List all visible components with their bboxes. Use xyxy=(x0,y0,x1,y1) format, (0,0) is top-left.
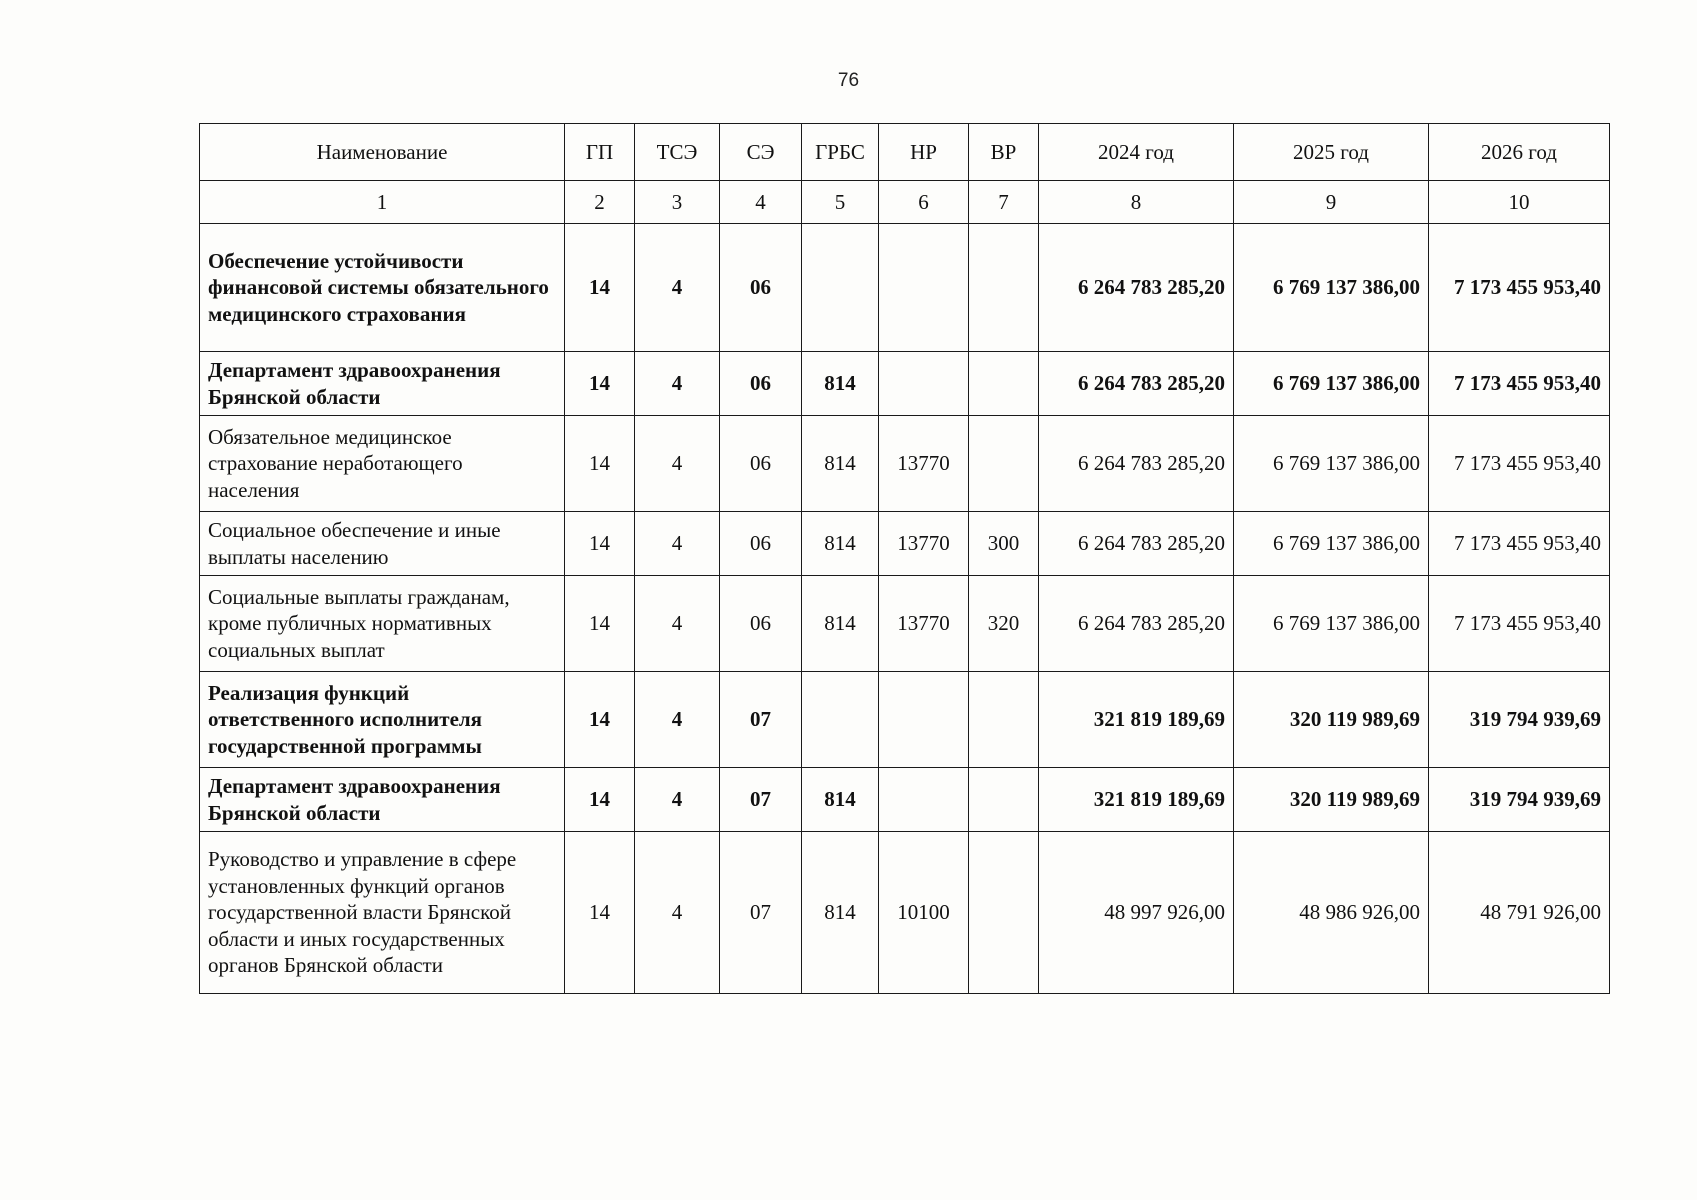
column-number-cell: 1 xyxy=(200,181,565,224)
amount-2026-cell: 319 794 939,69 xyxy=(1429,768,1610,832)
tse-cell: 4 xyxy=(635,768,720,832)
amount-2026-cell: 319 794 939,69 xyxy=(1429,672,1610,768)
column-number-cell: 3 xyxy=(635,181,720,224)
row-name-cell: Руководство и управление в сфере установленных функций органов государственной власти Брянской области и иных государственных органов Брянской области xyxy=(200,832,565,994)
amount-2025-cell: 320 119 989,69 xyxy=(1234,768,1429,832)
amount-2025-cell: 320 119 989,69 xyxy=(1234,672,1429,768)
column-number-cell: 5 xyxy=(802,181,879,224)
column-number-row xyxy=(200,181,1610,224)
tse-cell: 4 xyxy=(635,672,720,768)
vr-cell: 320 xyxy=(969,576,1039,672)
gp-cell: 14 xyxy=(565,576,635,672)
column-number-cell: 4 xyxy=(720,181,802,224)
nr-cell xyxy=(879,768,969,832)
amount-2026-cell: 7 173 455 953,40 xyxy=(1429,576,1610,672)
amount-2026-cell: 7 173 455 953,40 xyxy=(1429,224,1610,352)
vr-cell xyxy=(969,224,1039,352)
row-name-cell: Реализация функций ответственного исполнителя государственной программы xyxy=(200,672,565,768)
header-cell: НР xyxy=(879,124,969,181)
column-number-cell: 2 xyxy=(565,181,635,224)
gp-cell: 14 xyxy=(565,768,635,832)
column-number-cell: 7 xyxy=(969,181,1039,224)
grbs-cell xyxy=(802,672,879,768)
column-number-cell: 9 xyxy=(1234,181,1429,224)
grbs-cell: 814 xyxy=(802,416,879,512)
row-name-cell: Обеспечение устойчивости финансовой системы обязательного медицинского страхования xyxy=(200,224,565,352)
table-row xyxy=(200,224,1610,352)
se-cell: 06 xyxy=(720,512,802,576)
se-cell: 06 xyxy=(720,224,802,352)
table-row xyxy=(200,416,1610,512)
vr-cell xyxy=(969,832,1039,994)
amount-2026-cell: 48 791 926,00 xyxy=(1429,832,1610,994)
row-name-cell: Социальное обеспечение и иные выплаты населению xyxy=(200,512,565,576)
header-cell: ТСЭ xyxy=(635,124,720,181)
amount-2025-cell: 6 769 137 386,00 xyxy=(1234,512,1429,576)
se-cell: 06 xyxy=(720,416,802,512)
amount-2026-cell: 7 173 455 953,40 xyxy=(1429,416,1610,512)
header-cell: ГП xyxy=(565,124,635,181)
se-cell: 07 xyxy=(720,768,802,832)
se-cell: 06 xyxy=(720,352,802,416)
amount-2024-cell: 321 819 189,69 xyxy=(1039,768,1234,832)
vr-cell: 300 xyxy=(969,512,1039,576)
grbs-cell: 814 xyxy=(802,832,879,994)
amount-2025-cell: 6 769 137 386,00 xyxy=(1234,576,1429,672)
column-number-cell: 6 xyxy=(879,181,969,224)
nr-cell xyxy=(879,352,969,416)
vr-cell xyxy=(969,768,1039,832)
grbs-cell: 814 xyxy=(802,512,879,576)
amount-2024-cell: 321 819 189,69 xyxy=(1039,672,1234,768)
nr-cell: 13770 xyxy=(879,512,969,576)
amount-2024-cell: 6 264 783 285,20 xyxy=(1039,512,1234,576)
page-number: 76 xyxy=(837,70,860,91)
tse-cell: 4 xyxy=(635,416,720,512)
tse-cell: 4 xyxy=(635,576,720,672)
grbs-cell: 814 xyxy=(802,768,879,832)
table-row xyxy=(200,352,1610,416)
amount-2026-cell: 7 173 455 953,40 xyxy=(1429,512,1610,576)
gp-cell: 14 xyxy=(565,416,635,512)
tse-cell: 4 xyxy=(635,832,720,994)
gp-cell: 14 xyxy=(565,224,635,352)
header-cell: 2024 год xyxy=(1039,124,1234,181)
vr-cell xyxy=(969,416,1039,512)
row-name-cell: Департамент здравоохранения Брянской области xyxy=(200,768,565,832)
column-number-cell: 10 xyxy=(1429,181,1610,224)
nr-cell: 13770 xyxy=(879,576,969,672)
nr-cell: 10100 xyxy=(879,832,969,994)
table-row xyxy=(200,768,1610,832)
header-row xyxy=(200,124,1610,181)
header-cell: 2026 год xyxy=(1429,124,1610,181)
vr-cell xyxy=(969,352,1039,416)
se-cell: 07 xyxy=(720,672,802,768)
amount-2024-cell: 6 264 783 285,20 xyxy=(1039,224,1234,352)
amount-2025-cell: 6 769 137 386,00 xyxy=(1234,224,1429,352)
row-name-cell: Обязательное медицинское страхование неработающего населения xyxy=(200,416,565,512)
nr-cell: 13770 xyxy=(879,416,969,512)
amount-2025-cell: 6 769 137 386,00 xyxy=(1234,416,1429,512)
amount-2024-cell: 6 264 783 285,20 xyxy=(1039,352,1234,416)
vr-cell xyxy=(969,672,1039,768)
amount-2024-cell: 6 264 783 285,20 xyxy=(1039,576,1234,672)
table-row xyxy=(200,672,1610,768)
header-cell: СЭ xyxy=(720,124,802,181)
budget-table xyxy=(199,123,1610,994)
row-name-cell: Департамент здравоохранения Брянской области xyxy=(200,352,565,416)
header-cell: ВР xyxy=(969,124,1039,181)
tse-cell: 4 xyxy=(635,512,720,576)
gp-cell: 14 xyxy=(565,352,635,416)
amount-2026-cell: 7 173 455 953,40 xyxy=(1429,352,1610,416)
table-row xyxy=(200,512,1610,576)
amount-2024-cell: 48 997 926,00 xyxy=(1039,832,1234,994)
tse-cell: 4 xyxy=(635,224,720,352)
table-row xyxy=(200,832,1610,994)
se-cell: 06 xyxy=(720,576,802,672)
gp-cell: 14 xyxy=(565,512,635,576)
header-cell: Наименование xyxy=(200,124,565,181)
amount-2025-cell: 48 986 926,00 xyxy=(1234,832,1429,994)
nr-cell xyxy=(879,224,969,352)
amount-2025-cell: 6 769 137 386,00 xyxy=(1234,352,1429,416)
grbs-cell xyxy=(802,224,879,352)
row-name-cell: Социальные выплаты гражданам, кроме публичных нормативных социальных выплат xyxy=(200,576,565,672)
se-cell: 07 xyxy=(720,832,802,994)
header-cell: 2025 год xyxy=(1234,124,1429,181)
header-cell: ГРБС xyxy=(802,124,879,181)
tse-cell: 4 xyxy=(635,352,720,416)
nr-cell xyxy=(879,672,969,768)
column-number-cell: 8 xyxy=(1039,181,1234,224)
grbs-cell: 814 xyxy=(802,352,879,416)
table-row xyxy=(200,576,1610,672)
gp-cell: 14 xyxy=(565,672,635,768)
amount-2024-cell: 6 264 783 285,20 xyxy=(1039,416,1234,512)
gp-cell: 14 xyxy=(565,832,635,994)
grbs-cell: 814 xyxy=(802,576,879,672)
